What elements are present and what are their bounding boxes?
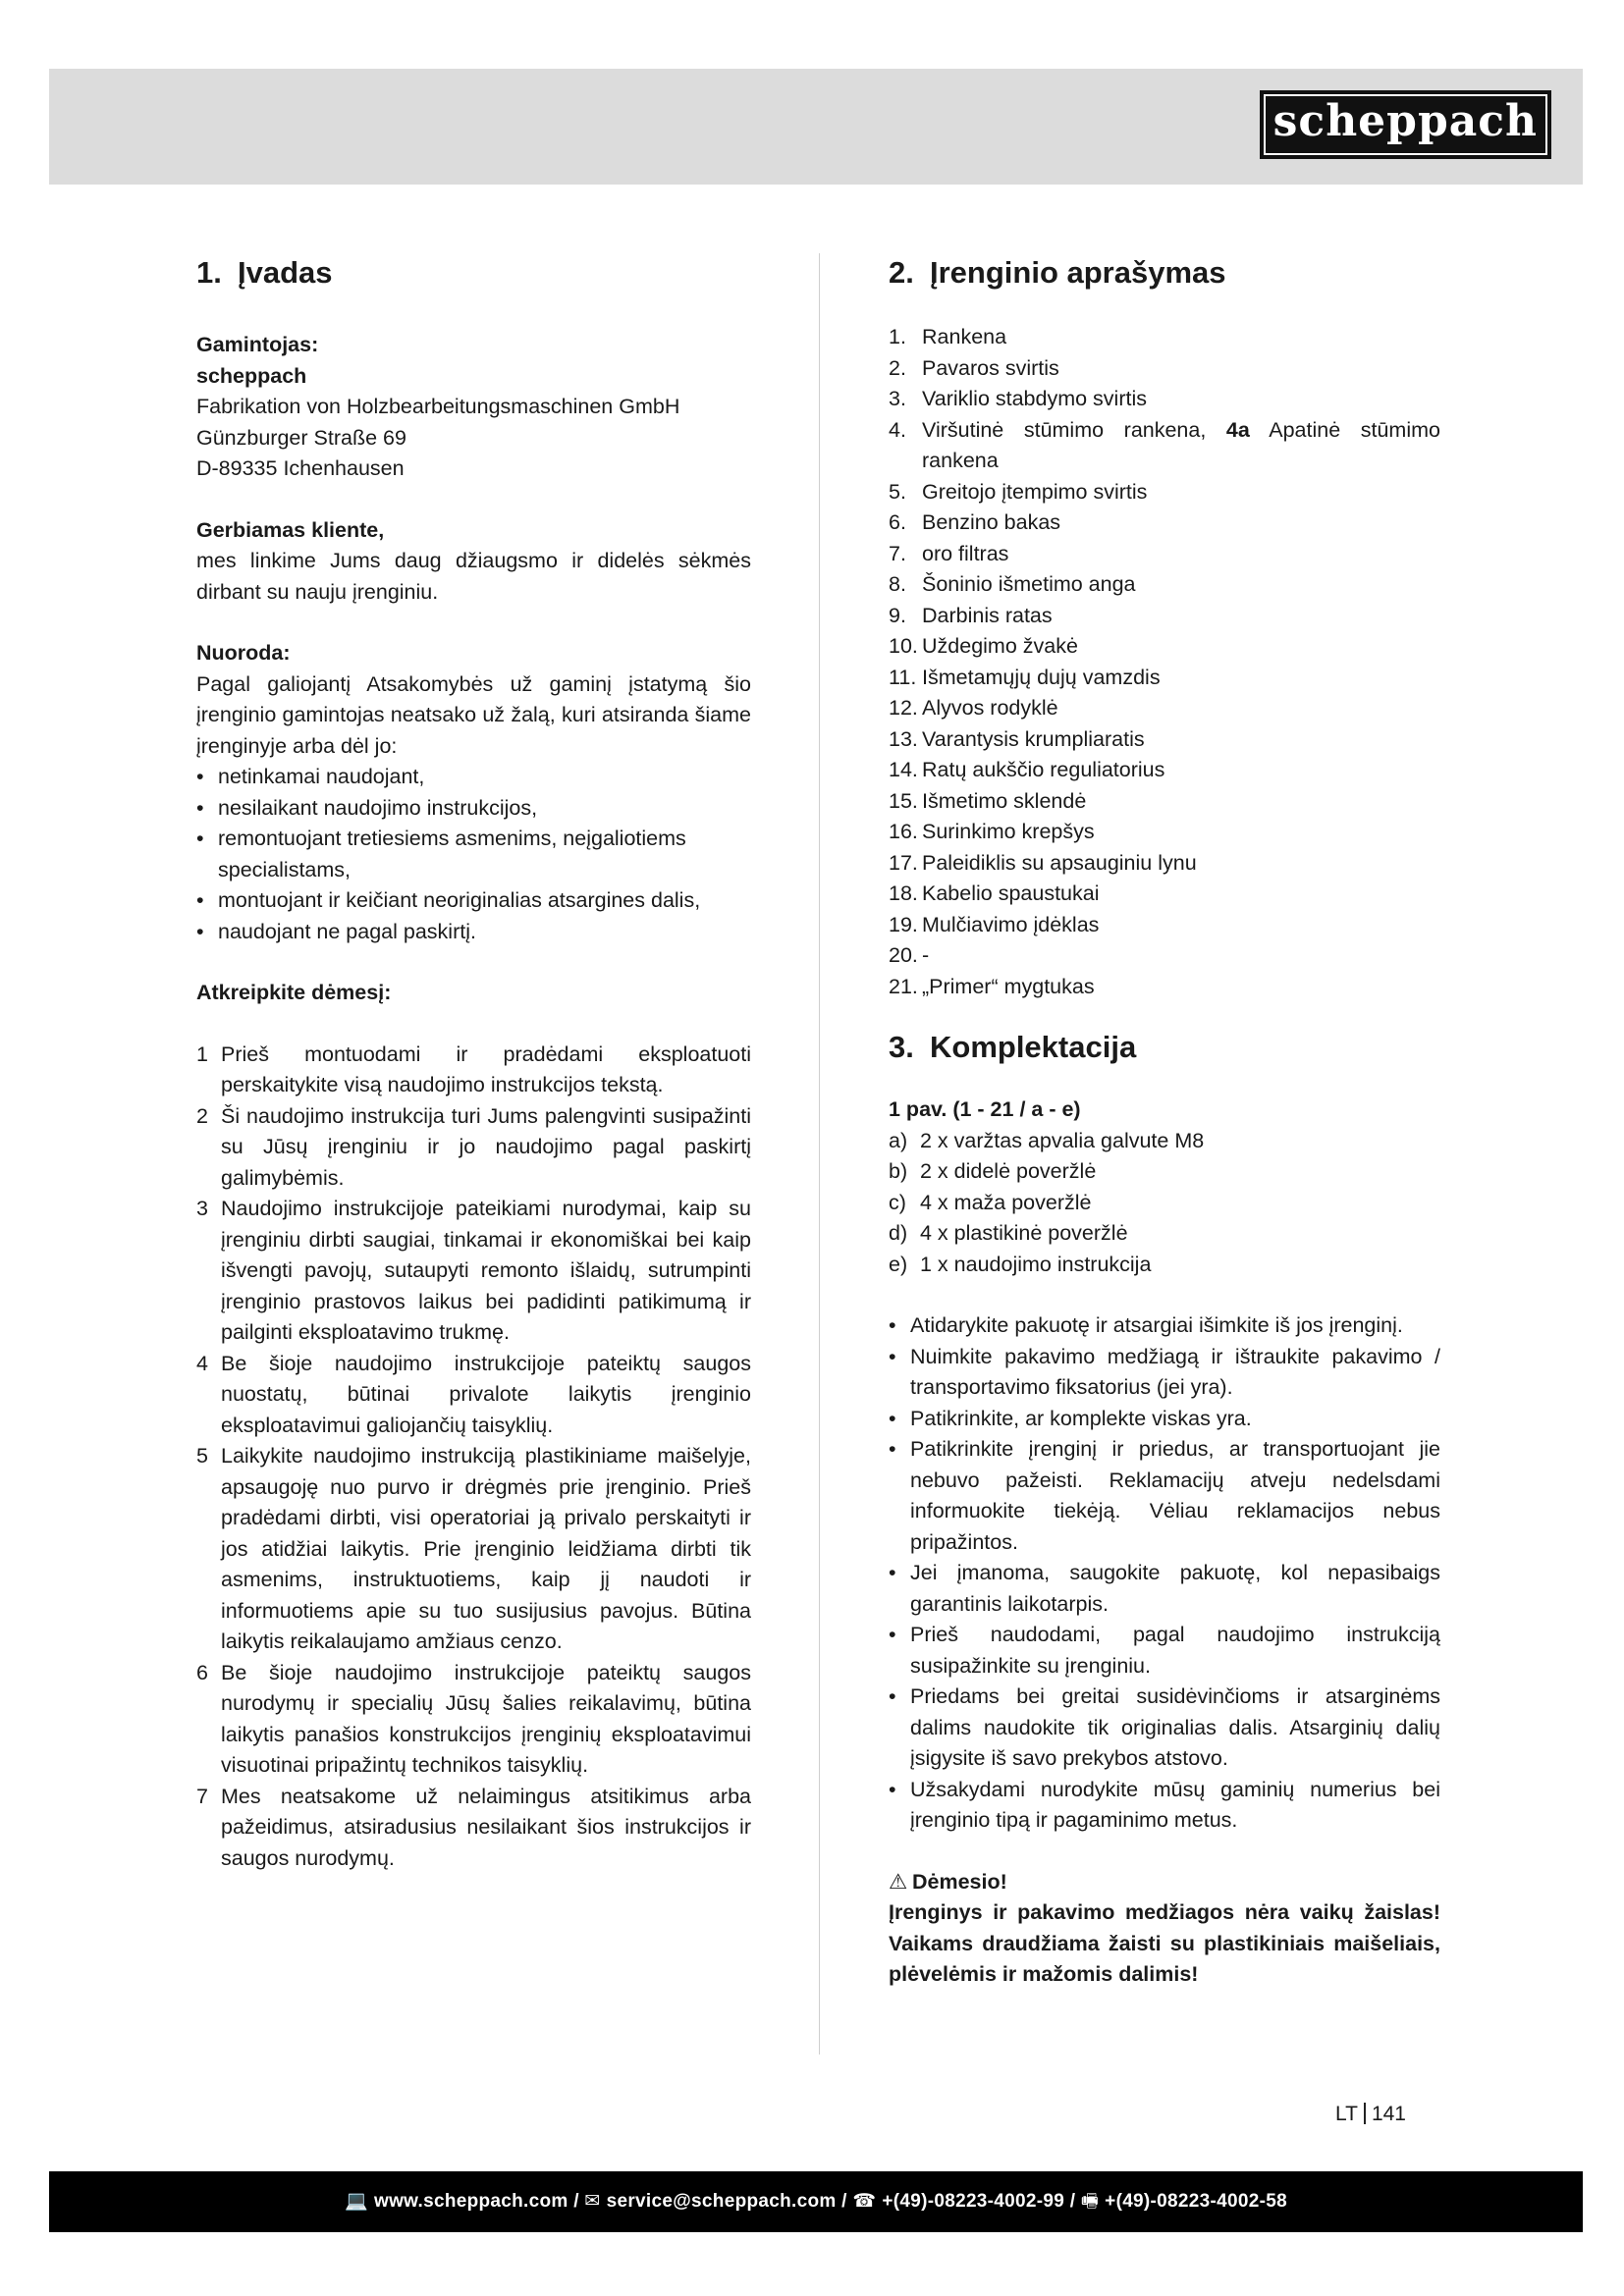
address-line: Fabrikation von Holzbearbeitungsmaschinen GmbH	[196, 395, 680, 418]
address-line: Günzburger Straße 69	[196, 425, 406, 450]
list-item: 9. Darbinis ratas	[889, 603, 1053, 627]
list-item: 5 Laikykite naudojimo instrukciją plastikiniame maišelyje, apsaugoję nuo purvo ir drėgmės prie įrenginio. Prieš pradėdami dirbti, visi operatoriai ją privalo perskaityti ir jos atidžiai laikytis. Prie įrenginio leidžiama dirbti tik asmenims, instruktuotiems, kaip jį naudoti ir informuotiems apie su tuo susijusius pavojus. Būtina laikytis reikalaujamo amžiaus cenzo.	[196, 1444, 751, 1653]
figure-label: 1 pav. (1 - 21 / a - e)	[889, 1097, 1081, 1121]
address-line: D-89335 Ichenhausen	[196, 456, 405, 480]
phone-icon: ☎	[852, 2191, 877, 2212]
list-item: a) 2 x varžtas apvalia galvute M8	[889, 1128, 1205, 1152]
list-item: • netinkamai naudojant,	[196, 762, 751, 793]
note-text: Pagal galiojantį Atsakomybės už gaminį įstatymą šio įrenginio gamintojas neatsako už žalą, kuri atsiranda šiame įrenginyje arba dėl jo:	[196, 671, 751, 758]
list-item: e) 1 x naudojimo instrukcija	[889, 1252, 1152, 1276]
section-1-heading: 1. Įvadas	[196, 255, 333, 290]
list-item: 14. Ratų aukščio reguliatorius	[889, 758, 1165, 781]
attention-block	[196, 978, 751, 1874]
warning-text: Įrenginys ir pakavimo medžiagos nėra vaikų žaislas! Vaikams draudžiama žaisti su plastikiniais maišeliais, plėvelėmis ir mažomis dalimis!	[889, 1900, 1440, 1986]
list-item: 3. Variklio stabdymo svirtis	[889, 387, 1147, 410]
list-item: 15. Išmetimo sklendė	[889, 788, 1087, 813]
list-item: 4. Viršutinė stūmimo rankena, 4a Apatinė stūmimo rankena	[889, 417, 1440, 472]
scheppach-logo: scheppach	[1260, 90, 1551, 159]
list-item: 2. Pavaros svirtis	[889, 355, 1059, 380]
list-item: 10. Uždegimo žvakė	[889, 634, 1078, 658]
email-link[interactable]: service@scheppach.com	[606, 2191, 837, 2212]
list-item: 7 Mes neatsakome už nelaimingus atsitikimus arba pažeidimus, atsiradusius nesilaikant šios instrukcijos ir saugos nurodymų.	[196, 1784, 751, 1870]
list-item: 8. Šoninio išmetimo anga	[889, 572, 1136, 596]
warning-title: Dėmesio!	[912, 1869, 1007, 1894]
list-item: 6. Benzino bakas	[889, 510, 1061, 534]
list-item: c) 4 x maža poveržlė	[889, 1190, 1092, 1214]
greeting-block	[196, 515, 751, 609]
list-item: 18. Kabelio spaustukai	[889, 881, 1100, 905]
parts-list	[889, 322, 1440, 1002]
list-item: 1 Prieš montuodami ir pradėdami eksploatuoti perskaitykite visą naudojimo instrukcijos tekstą.	[196, 1041, 751, 1096]
note-title: Nuoroda:	[196, 641, 291, 665]
attention-title: Atkreipkite dėmesį:	[196, 981, 392, 1004]
greeting-text: mes linkime Jums daug džiaugsmo ir didelės sėkmės dirbant su nauju įrenginiu.	[196, 549, 751, 604]
header-band	[49, 69, 1583, 185]
list-item: 17. Paleidiklis su apsauginiu lynu	[889, 850, 1197, 875]
list-item: • Užsakydami nurodykite mūsų gaminių numerius bei įrenginio tipą ir pagaminimo metus.	[889, 1775, 1440, 1837]
list-item: • Atidarykite pakuotę ir atsargiai išimkite iš jos įrenginį.	[889, 1310, 1440, 1342]
footer-bar: 💻 www.scheppach.com / ✉ service@scheppach.com / ☎ +(49)-08223-4002-99 / 🖷 +(49)-08223-4002-58	[49, 2171, 1583, 2232]
list-item: • nesilaikant naudojimo instrukcijos,	[196, 793, 751, 825]
monitor-icon: 💻	[345, 2191, 368, 2212]
list-item: 12. Alyvos rodyklė	[889, 696, 1058, 720]
list-item: 21. „Primer“ mygtukas	[889, 974, 1095, 998]
fax-icon: 🖷	[1080, 2191, 1100, 2212]
list-item: d) 4 x plastikinė poveržlė	[889, 1221, 1128, 1245]
list-item: • Priedams bei greitai susidėvinčioms ir atsarginėms dalims naudokite tik originalias dalis. Atsarginių dalių įsigysite iš savo prekybos atstovo.	[889, 1682, 1440, 1775]
list-item: 3 Naudojimo instrukcijoje pateikiami nurodymai, kaip su įrenginiu dirbti saugiai, tinkamai ir ekonomiškai bei kaip išvengti pavojų, sutaupyti remonto išlaidų, sutrumpinti įrenginio prastovos laikus bei padidinti patikimumą ir pailginti eksploatavimo trukmę.	[196, 1197, 751, 1344]
column-divider	[819, 253, 820, 2055]
list-item: • montuojant ir keičiant neoriginalias atsargines dalis,	[196, 885, 751, 917]
list-item: 7. oro filtras	[889, 541, 1009, 565]
section-3-heading: 3. Komplektacija	[889, 1030, 1137, 1064]
unpacking-bullet-list	[889, 1310, 1440, 1837]
list-item: 1. Rankena	[889, 325, 1007, 348]
list-item: 4 Be šioje naudojimo instrukcijoje pateiktų saugos nuostatų, būtinai privalote laikytis įrenginio eksploatavimui galiojančių taisyklių.	[196, 1351, 751, 1437]
phone-number: +(49)-08223-4002-99	[882, 2191, 1065, 2212]
list-item: 20. -	[889, 943, 930, 967]
attention-list	[196, 1040, 751, 1875]
list-item: • Jei įmanoma, saugokite pakuotę, kol nepasibaigs garantinis laikotarpis.	[889, 1558, 1440, 1620]
warning-block	[889, 1867, 1440, 1991]
company-name: scheppach	[196, 363, 307, 388]
mail-icon: ✉	[584, 2191, 601, 2212]
right-column	[889, 253, 1440, 1991]
list-item: 6 Be šioje naudojimo instrukcijoje pateiktų saugos nurodymų ir specialių Jūsų šalies reikalavimų, būtina laikytis panašios konstrukcijos įrenginių eksploatavimui visuotinai pripažintų technikos taisyklių.	[196, 1660, 751, 1777]
note-block	[196, 638, 751, 947]
left-column	[196, 253, 751, 1904]
list-item: 2 Ši naudojimo instrukcija turi Jums palengvinti susipažinti su Jūsų įrenginiu ir jo naudojimo pagal paskirtį galimybėmis.	[196, 1103, 751, 1190]
list-item: 16. Surinkimo krepšys	[889, 820, 1095, 843]
list-item: 11. Išmetamųjų dujų vamzdis	[889, 665, 1161, 689]
section-2-heading: 2. Įrenginio aprašymas	[889, 255, 1226, 290]
list-item: • Patikrinkite įrenginį ir priedus, ar transportuojant jie nebuvo pažeisti. Reklamacijų atveju nedelsdami informuokite tiekėją. Vėliau reklamacijos nebus pripažintos.	[889, 1434, 1440, 1558]
contents-list	[889, 1126, 1440, 1281]
fax-number: +(49)-08223-4002-58	[1105, 2191, 1287, 2212]
list-item: • Nuimkite pakavimo medžiagą ir ištraukite pakavimo / transportavimo fiksatorius (jei yra).	[889, 1342, 1440, 1404]
greeting-title: Gerbiamas kliente,	[196, 517, 385, 542]
manufacturer-block	[196, 330, 751, 485]
list-item: • Prieš naudodami, pagal naudojimo instrukciją susipažinkite su įrenginiu.	[889, 1620, 1440, 1682]
list-item: 13. Varantysis krumpliaratis	[889, 726, 1145, 751]
warning-triangle-icon: ⚠	[889, 1869, 908, 1894]
list-item: • Patikrinkite, ar komplekte viskas yra.	[889, 1404, 1440, 1435]
note-bullet-list	[196, 762, 751, 947]
list-item: 19. Mulčiavimo įdėklas	[889, 912, 1100, 936]
website-link[interactable]: www.scheppach.com	[373, 2191, 568, 2212]
list-item: b) 2 x didelė poveržlė	[889, 1159, 1097, 1183]
list-item: • remontuojant tretiesiems asmenims, neįgaliotiems specialistams,	[196, 824, 751, 885]
list-item: • naudojant ne pagal paskirtį.	[196, 917, 751, 948]
manufacturer-label: Gamintojas:	[196, 333, 319, 356]
page-number: LT 141	[1335, 2103, 1406, 2125]
page-number-separator	[1364, 2103, 1366, 2124]
list-item: 5. Greitojo įtempimo svirtis	[889, 479, 1148, 504]
